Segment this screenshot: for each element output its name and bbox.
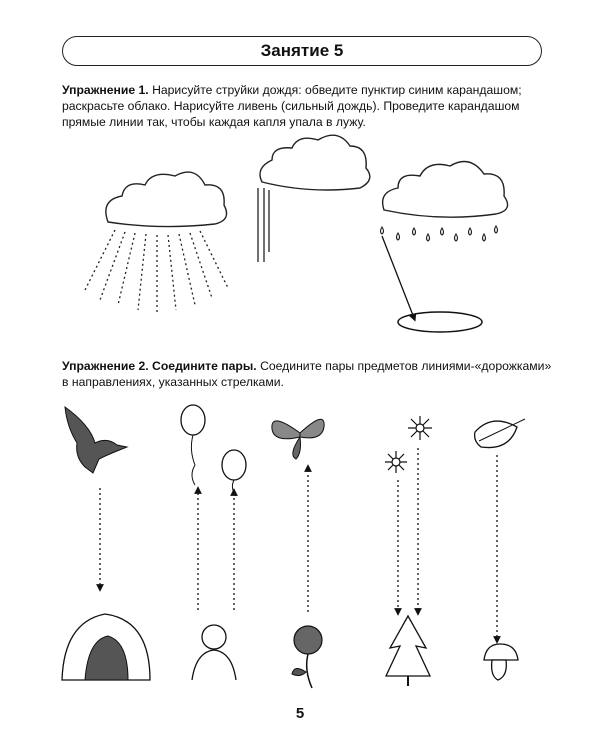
snowflakes-icon (385, 416, 432, 473)
exercise-2-label: Упражнение 2. Соедините пары. (62, 359, 257, 373)
cloud-2-icon (260, 135, 370, 190)
mushroom-icon (484, 644, 518, 680)
page-number: 5 (295, 705, 305, 722)
leaf-icon (475, 419, 525, 448)
butterfly-icon (272, 419, 324, 459)
boy-icon (192, 625, 236, 680)
cave-icon (62, 614, 150, 680)
cloud-with-downpour (258, 135, 370, 262)
dotted-rain-lines (85, 230, 228, 312)
exercise-1-text: Нарисуйте струйки дождя: обведите пунктир синим карандашом; раскрасьте облако. Нарисуйте ливень (сильный дождь). Проведите карандашом прямые линии так, чтобы каждая капля упала в лужу. (62, 83, 522, 129)
cloud-with-raindrops (381, 162, 508, 333)
cloud-with-dotted-rain (85, 172, 228, 312)
cloud-3-icon (383, 162, 508, 218)
eagle-icon (65, 407, 127, 473)
lesson-title-text: Занятие 5 (260, 41, 344, 60)
balloons-icon (181, 405, 246, 496)
puddle-icon (398, 312, 482, 332)
flower-icon (292, 626, 322, 688)
fir-tree-icon (386, 616, 430, 686)
connection-paths (100, 448, 497, 640)
drop-to-puddle-arrow (382, 236, 414, 318)
exercise-1-label: Упражнение 1. (62, 83, 149, 97)
exercise-2-text: Соедините пары предметов линиями-«дорожками» в направлениях, указанных стрелками. (62, 359, 552, 389)
cloud-1-icon (106, 172, 227, 226)
downpour-lines (258, 188, 269, 262)
raindrop-icons (381, 226, 498, 241)
